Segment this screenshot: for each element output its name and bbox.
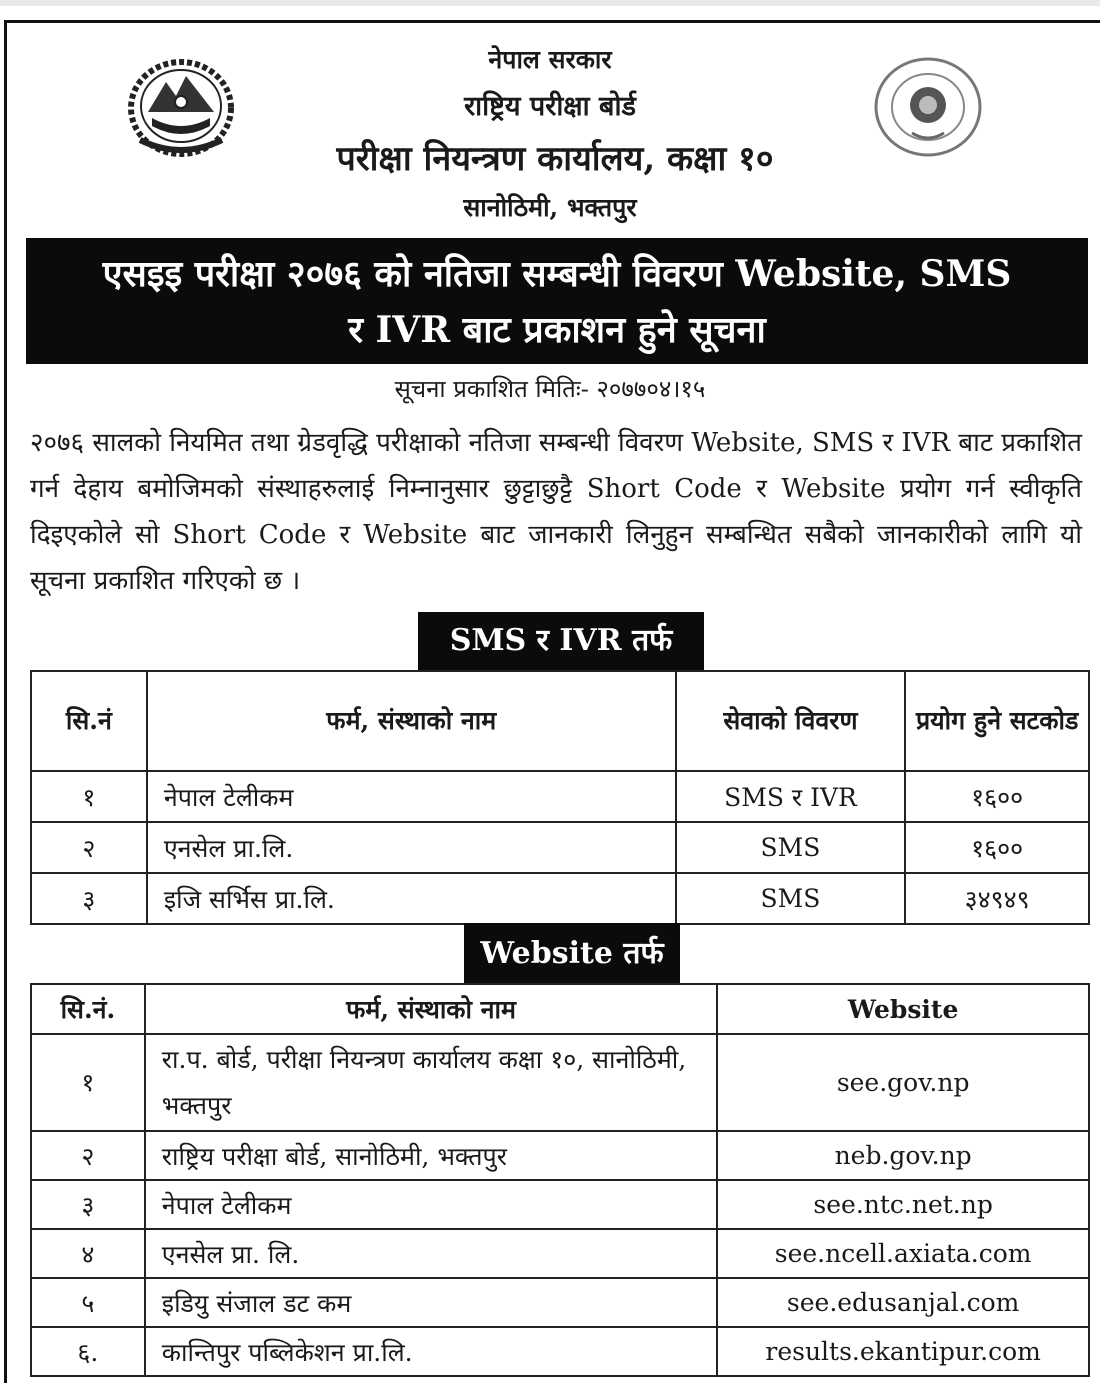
column-header: सि.नं [31,671,147,771]
table-cell: ६. [31,1327,145,1376]
sms-section-title: SMS र IVR तर्फ [418,612,704,670]
table-cell: ३ [31,873,147,924]
table-cell: ३ [31,1180,145,1229]
table-cell: SMS [676,822,906,873]
table-cell: एनसेल प्रा. लि. [145,1229,717,1278]
table-cell: १६०० [905,822,1089,873]
table-row [31,1327,1089,1376]
table-row [31,1034,1089,1131]
table-row [31,1229,1089,1278]
table-cell: एनसेल प्रा.लि. [147,822,676,873]
website-link[interactable]: see.ntc.net.np [717,1180,1089,1229]
table-cell: नेपाल टेलीकम [145,1180,717,1229]
table-cell: १ [31,771,147,822]
table-cell: २ [31,822,147,873]
table-cell: १६०० [905,771,1089,822]
header-office: परीक्षा नियन्त्रण कार्यालय, कक्षा १० [336,139,774,179]
table-cell: इडियु संजाल डट कम [145,1278,717,1327]
table-cell: रा.प. बोर्ड, परीक्षा नियन्त्रण कार्यालय कक्षा १०, सानोठिमी, भक्तपुर [145,1034,717,1131]
publish-date: सूचना प्रकाशित मितिः- २०७७०४।१५ [394,375,706,403]
table-cell: SMS र IVR [676,771,906,822]
table-cell: ५ [31,1278,145,1327]
banner-line-1: एसइइ परीक्षा २०७६ को नतिजा सम्बन्धी विवरण Website, SMS [102,253,1012,295]
table-cell: इजि सर्भिस प्रा.लि. [147,873,676,924]
website-link[interactable]: see.edusanjal.com [717,1278,1089,1327]
table-header-row [31,984,1089,1034]
table-row [31,1131,1089,1180]
column-header: सेवाको विवरण [676,671,906,771]
website-table [30,983,1090,1377]
website-link[interactable]: see.ncell.axiata.com [717,1229,1089,1278]
column-header: फर्म, संस्थाको नाम [145,984,717,1034]
table-header-row [31,671,1089,771]
website-link[interactable]: see.gov.np [717,1034,1089,1131]
website-section-title: Website तर्फ [464,923,680,985]
table-cell: २ [31,1131,145,1180]
column-header: फर्म, संस्थाको नाम [147,671,676,771]
table-cell: ३४९४९ [905,873,1089,924]
table-row [31,873,1089,924]
table-row [31,1180,1089,1229]
header-government: नेपाल सरकार [488,45,612,74]
table-cell: राष्ट्रिय परीक्षा बोर्ड, सानोठिमी, भक्तपुर [145,1131,717,1180]
column-header: Website [717,984,1089,1034]
website-link[interactable]: neb.gov.np [717,1131,1089,1180]
top-strip [0,0,1100,6]
notice-banner [26,238,1088,364]
table-row [31,1278,1089,1327]
table-cell: १ [31,1034,145,1131]
column-header: सि.नं. [31,984,145,1034]
table-row [31,822,1089,873]
table-cell: नेपाल टेलीकम [147,771,676,822]
table-cell: कान्तिपुर पब्लिकेशन प्रा.लि. [145,1327,717,1376]
table-row [31,771,1089,822]
banner-line-2: र IVR बाट प्रकाशन हुने सूचना [348,309,766,351]
website-link[interactable]: results.ekantipur.com [717,1327,1089,1376]
table-cell: SMS [676,873,906,924]
table-cell: ४ [31,1229,145,1278]
sms-table [30,670,1090,925]
column-header: प्रयोग हुने सटकोड [905,671,1089,771]
notice-paragraph: २०७६ सालको नियमित तथा ग्रेडवृद्धि परीक्षाको नतिजा सम्बन्धी विवरण Website, SMS र IVR बाट प्रकाशित गर्न देहाय बमोजिमको संस्थाहरुलाई निम्नानुसार छुट्टाछुट्टै Short Code र Website प्रयोग गर्न स्वीकृति दिइएकोले सो Short Code र Website बाट जानकारी लिनुहुन सम्बन्धित सबैको जानकारीको लागि यो सूचना प्रकाशित गरिएको छ । [30,428,1082,596]
header-board: राष्ट्रिय परीक्षा बोर्ड [464,91,636,122]
header-address: सानोठिमी, भक्तपुर [463,193,637,222]
